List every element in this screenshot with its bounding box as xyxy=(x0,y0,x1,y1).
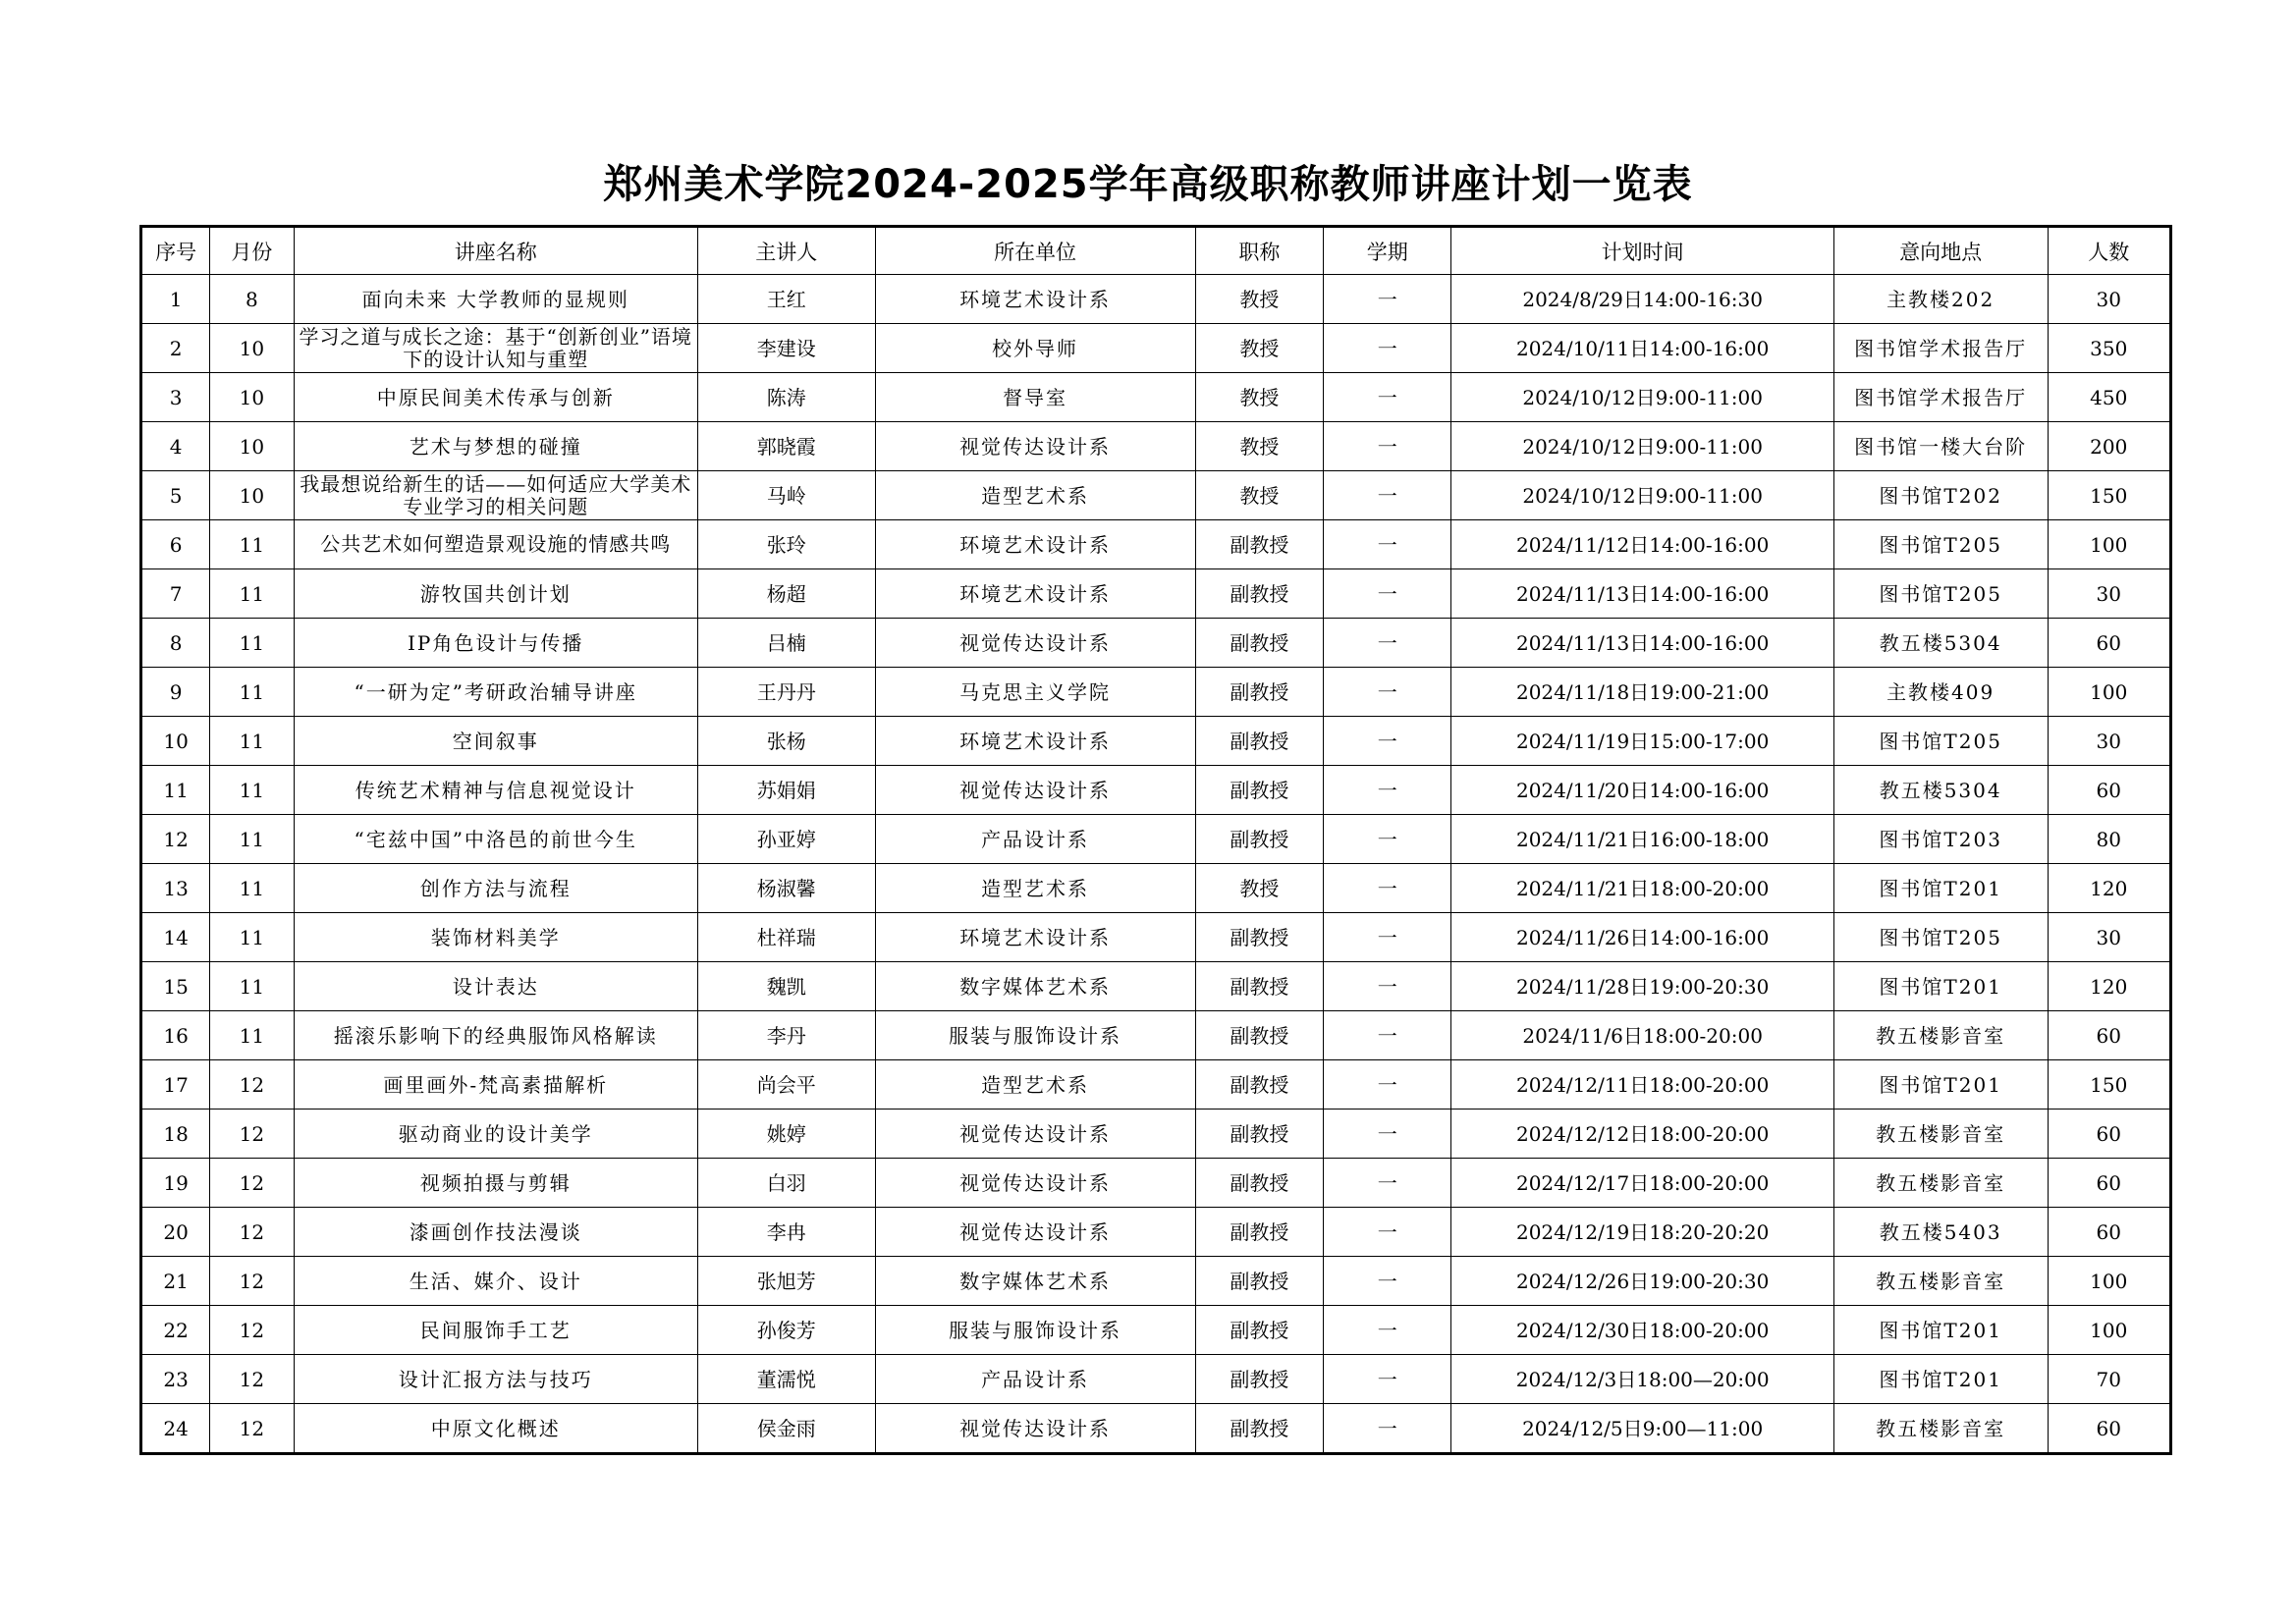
cell-department: 视觉传达设计系 xyxy=(875,1208,1195,1257)
cell-index: 24 xyxy=(141,1404,210,1454)
cell-department: 造型艺术系 xyxy=(875,471,1195,520)
cell-semester: 一 xyxy=(1324,373,1451,422)
cell-venue: 图书馆T201 xyxy=(1833,1060,2048,1110)
cell-rank: 副教授 xyxy=(1195,1404,1323,1454)
table-row xyxy=(141,619,2171,668)
cell-speaker: 苏娟娟 xyxy=(697,766,875,815)
cell-semester: 一 xyxy=(1324,520,1451,569)
cell-semester: 一 xyxy=(1324,569,1451,619)
table-row xyxy=(141,1011,2171,1060)
cell-month: 11 xyxy=(210,815,294,864)
cell-planned-time: 2024/12/5日9:00—11:00 xyxy=(1451,1404,1833,1454)
table-row xyxy=(141,1208,2171,1257)
cell-speaker: 孙亚婷 xyxy=(697,815,875,864)
cell-semester: 一 xyxy=(1324,1159,1451,1208)
cell-attendance: 100 xyxy=(2048,1257,2170,1306)
cell-venue: 图书馆T203 xyxy=(1833,815,2048,864)
cell-planned-time: 2024/10/12日9:00-11:00 xyxy=(1451,373,1833,422)
cell-attendance: 60 xyxy=(2048,1011,2170,1060)
cell-planned-time: 2024/12/12日18:00-20:00 xyxy=(1451,1110,1833,1159)
cell-attendance: 80 xyxy=(2048,815,2170,864)
cell-month: 10 xyxy=(210,373,294,422)
cell-speaker: 白羽 xyxy=(697,1159,875,1208)
table-row xyxy=(141,275,2171,324)
cell-month: 12 xyxy=(210,1208,294,1257)
cell-rank: 副教授 xyxy=(1195,619,1323,668)
cell-planned-time: 2024/12/19日18:20-20:20 xyxy=(1451,1208,1833,1257)
cell-planned-time: 2024/11/18日19:00-21:00 xyxy=(1451,668,1833,717)
cell-attendance: 30 xyxy=(2048,913,2170,962)
cell-department: 视觉传达设计系 xyxy=(875,1404,1195,1454)
cell-lecture-title: “宅兹中国”中洛邑的前世今生 xyxy=(294,815,697,864)
cell-venue: 图书馆T202 xyxy=(1833,471,2048,520)
cell-index: 7 xyxy=(141,569,210,619)
cell-rank: 副教授 xyxy=(1195,766,1323,815)
cell-venue: 教五楼影音室 xyxy=(1833,1110,2048,1159)
cell-planned-time: 2024/11/26日14:00-16:00 xyxy=(1451,913,1833,962)
cell-index: 10 xyxy=(141,717,210,766)
cell-department: 产品设计系 xyxy=(875,815,1195,864)
table-row xyxy=(141,569,2171,619)
table-row xyxy=(141,1257,2171,1306)
cell-planned-time: 2024/11/13日14:00-16:00 xyxy=(1451,569,1833,619)
table-row xyxy=(141,815,2171,864)
cell-rank: 副教授 xyxy=(1195,815,1323,864)
cell-speaker: 马岭 xyxy=(697,471,875,520)
table-row xyxy=(141,324,2171,373)
cell-index: 14 xyxy=(141,913,210,962)
cell-venue: 教五楼影音室 xyxy=(1833,1159,2048,1208)
table-row xyxy=(141,962,2171,1011)
table-row xyxy=(141,1159,2171,1208)
cell-lecture-title: 驱动商业的设计美学 xyxy=(294,1110,697,1159)
cell-venue: 教五楼5304 xyxy=(1833,619,2048,668)
cell-lecture-title: 画里画外-梵高素描解析 xyxy=(294,1060,697,1110)
cell-lecture-title: IP角色设计与传播 xyxy=(294,619,697,668)
cell-index: 20 xyxy=(141,1208,210,1257)
cell-rank: 教授 xyxy=(1195,422,1323,471)
cell-semester: 一 xyxy=(1324,962,1451,1011)
cell-venue: 教五楼5403 xyxy=(1833,1208,2048,1257)
col-header-index: 序号 xyxy=(141,227,210,275)
table-row xyxy=(141,864,2171,913)
cell-attendance: 60 xyxy=(2048,619,2170,668)
cell-rank: 教授 xyxy=(1195,275,1323,324)
cell-index: 16 xyxy=(141,1011,210,1060)
col-header-department: 所在单位 xyxy=(875,227,1195,275)
cell-planned-time: 2024/11/21日18:00-20:00 xyxy=(1451,864,1833,913)
cell-planned-time: 2024/10/12日9:00-11:00 xyxy=(1451,471,1833,520)
cell-rank: 副教授 xyxy=(1195,1060,1323,1110)
cell-month: 11 xyxy=(210,569,294,619)
table-header-row xyxy=(141,227,2171,275)
cell-lecture-title: 漆画创作技法漫谈 xyxy=(294,1208,697,1257)
cell-venue: 教五楼影音室 xyxy=(1833,1404,2048,1454)
cell-speaker: 郭晓霞 xyxy=(697,422,875,471)
cell-attendance: 100 xyxy=(2048,1306,2170,1355)
cell-rank: 副教授 xyxy=(1195,913,1323,962)
cell-attendance: 200 xyxy=(2048,422,2170,471)
cell-department: 数字媒体艺术系 xyxy=(875,1257,1195,1306)
cell-planned-time: 2024/11/12日14:00-16:00 xyxy=(1451,520,1833,569)
cell-lecture-title: “一研为定”考研政治辅导讲座 xyxy=(294,668,697,717)
cell-month: 11 xyxy=(210,717,294,766)
col-header-semester: 学期 xyxy=(1324,227,1451,275)
cell-attendance: 150 xyxy=(2048,471,2170,520)
cell-lecture-title: 空间叙事 xyxy=(294,717,697,766)
page-title: 郑州美术学院2024-2025学年高级职称教师讲座计划一览表 xyxy=(603,162,1693,207)
cell-department: 造型艺术系 xyxy=(875,864,1195,913)
cell-rank: 教授 xyxy=(1195,373,1323,422)
cell-speaker: 王丹丹 xyxy=(697,668,875,717)
cell-speaker: 魏凯 xyxy=(697,962,875,1011)
cell-attendance: 60 xyxy=(2048,1159,2170,1208)
cell-planned-time: 2024/11/28日19:00-20:30 xyxy=(1451,962,1833,1011)
cell-semester: 一 xyxy=(1324,619,1451,668)
cell-attendance: 60 xyxy=(2048,1208,2170,1257)
table-row xyxy=(141,717,2171,766)
table-row xyxy=(141,913,2171,962)
cell-attendance: 30 xyxy=(2048,569,2170,619)
cell-venue: 图书馆T201 xyxy=(1833,1306,2048,1355)
table-row xyxy=(141,373,2171,422)
cell-department: 环境艺术设计系 xyxy=(875,520,1195,569)
cell-venue: 图书馆学术报告厅 xyxy=(1833,373,2048,422)
cell-rank: 副教授 xyxy=(1195,1355,1323,1404)
cell-semester: 一 xyxy=(1324,1208,1451,1257)
cell-rank: 副教授 xyxy=(1195,1306,1323,1355)
cell-rank: 教授 xyxy=(1195,324,1323,373)
cell-department: 视觉传达设计系 xyxy=(875,619,1195,668)
cell-planned-time: 2024/12/11日18:00-20:00 xyxy=(1451,1060,1833,1110)
cell-index: 8 xyxy=(141,619,210,668)
cell-speaker: 张玲 xyxy=(697,520,875,569)
table-row xyxy=(141,520,2171,569)
cell-month: 11 xyxy=(210,913,294,962)
cell-lecture-title: 游牧国共创计划 xyxy=(294,569,697,619)
cell-venue: 图书馆T201 xyxy=(1833,864,2048,913)
cell-speaker: 杨超 xyxy=(697,569,875,619)
cell-rank: 副教授 xyxy=(1195,569,1323,619)
cell-month: 12 xyxy=(210,1404,294,1454)
cell-speaker: 姚婷 xyxy=(697,1110,875,1159)
cell-index: 4 xyxy=(141,422,210,471)
cell-department: 校外导师 xyxy=(875,324,1195,373)
cell-month: 10 xyxy=(210,324,294,373)
cell-semester: 一 xyxy=(1324,275,1451,324)
cell-speaker: 孙俊芳 xyxy=(697,1306,875,1355)
cell-lecture-title: 我最想说给新生的话——如何适应大学美术专业学习的相关问题 xyxy=(294,471,697,520)
cell-venue: 图书馆一楼大台阶 xyxy=(1833,422,2048,471)
cell-lecture-title: 设计表达 xyxy=(294,962,697,1011)
cell-department: 督导室 xyxy=(875,373,1195,422)
cell-department: 视觉传达设计系 xyxy=(875,1159,1195,1208)
table-row xyxy=(141,1060,2171,1110)
cell-venue: 图书馆T201 xyxy=(1833,1355,2048,1404)
cell-lecture-title: 艺术与梦想的碰撞 xyxy=(294,422,697,471)
cell-speaker: 侯金雨 xyxy=(697,1404,875,1454)
cell-index: 15 xyxy=(141,962,210,1011)
cell-month: 12 xyxy=(210,1257,294,1306)
cell-department: 环境艺术设计系 xyxy=(875,275,1195,324)
cell-index: 2 xyxy=(141,324,210,373)
cell-month: 12 xyxy=(210,1060,294,1110)
cell-semester: 一 xyxy=(1324,864,1451,913)
cell-department: 产品设计系 xyxy=(875,1355,1195,1404)
cell-venue: 图书馆T205 xyxy=(1833,520,2048,569)
cell-attendance: 60 xyxy=(2048,1404,2170,1454)
cell-rank: 副教授 xyxy=(1195,1011,1323,1060)
cell-semester: 一 xyxy=(1324,766,1451,815)
cell-index: 22 xyxy=(141,1306,210,1355)
table-row xyxy=(141,1404,2171,1454)
cell-semester: 一 xyxy=(1324,668,1451,717)
cell-planned-time: 2024/10/11日14:00-16:00 xyxy=(1451,324,1833,373)
cell-index: 12 xyxy=(141,815,210,864)
cell-speaker: 李丹 xyxy=(697,1011,875,1060)
table-row xyxy=(141,471,2171,520)
cell-month: 12 xyxy=(210,1355,294,1404)
cell-venue: 主教楼409 xyxy=(1833,668,2048,717)
cell-index: 6 xyxy=(141,520,210,569)
cell-rank: 副教授 xyxy=(1195,1208,1323,1257)
cell-index: 9 xyxy=(141,668,210,717)
col-header-venue: 意向地点 xyxy=(1833,227,2048,275)
cell-attendance: 30 xyxy=(2048,275,2170,324)
cell-attendance: 60 xyxy=(2048,1110,2170,1159)
cell-semester: 一 xyxy=(1324,324,1451,373)
cell-lecture-title: 传统艺术精神与信息视觉设计 xyxy=(294,766,697,815)
cell-planned-time: 2024/11/20日14:00-16:00 xyxy=(1451,766,1833,815)
cell-venue: 教五楼影音室 xyxy=(1833,1257,2048,1306)
cell-department: 造型艺术系 xyxy=(875,1060,1195,1110)
cell-venue: 图书馆T205 xyxy=(1833,569,2048,619)
cell-lecture-title: 学习之道与成长之途：基于“创新创业”语境下的设计认知与重塑 xyxy=(294,324,697,373)
cell-venue: 图书馆T201 xyxy=(1833,962,2048,1011)
cell-speaker: 李冉 xyxy=(697,1208,875,1257)
cell-planned-time: 2024/11/21日16:00-18:00 xyxy=(1451,815,1833,864)
cell-semester: 一 xyxy=(1324,471,1451,520)
cell-venue: 教五楼影音室 xyxy=(1833,1011,2048,1060)
cell-semester: 一 xyxy=(1324,815,1451,864)
cell-semester: 一 xyxy=(1324,717,1451,766)
cell-index: 19 xyxy=(141,1159,210,1208)
cell-rank: 副教授 xyxy=(1195,717,1323,766)
cell-planned-time: 2024/12/26日19:00-20:30 xyxy=(1451,1257,1833,1306)
cell-month: 12 xyxy=(210,1159,294,1208)
table-row xyxy=(141,1306,2171,1355)
cell-index: 23 xyxy=(141,1355,210,1404)
cell-month: 10 xyxy=(210,471,294,520)
cell-semester: 一 xyxy=(1324,913,1451,962)
cell-department: 环境艺术设计系 xyxy=(875,717,1195,766)
cell-rank: 副教授 xyxy=(1195,1110,1323,1159)
cell-semester: 一 xyxy=(1324,1355,1451,1404)
cell-semester: 一 xyxy=(1324,1404,1451,1454)
cell-lecture-title: 设计汇报方法与技巧 xyxy=(294,1355,697,1404)
cell-department: 视觉传达设计系 xyxy=(875,766,1195,815)
cell-department: 数字媒体艺术系 xyxy=(875,962,1195,1011)
cell-attendance: 120 xyxy=(2048,962,2170,1011)
cell-index: 17 xyxy=(141,1060,210,1110)
col-header-speaker: 主讲人 xyxy=(697,227,875,275)
cell-planned-time: 2024/12/17日18:00-20:00 xyxy=(1451,1159,1833,1208)
cell-attendance: 30 xyxy=(2048,717,2170,766)
col-header-lecture-title: 讲座名称 xyxy=(294,227,697,275)
cell-rank: 副教授 xyxy=(1195,520,1323,569)
cell-speaker: 张旭芳 xyxy=(697,1257,875,1306)
table-body xyxy=(141,275,2171,1454)
cell-planned-time: 2024/11/19日15:00-17:00 xyxy=(1451,717,1833,766)
cell-month: 12 xyxy=(210,1306,294,1355)
cell-lecture-title: 中原民间美术传承与创新 xyxy=(294,373,697,422)
cell-department: 环境艺术设计系 xyxy=(875,913,1195,962)
table-row xyxy=(141,1110,2171,1159)
cell-month: 11 xyxy=(210,1011,294,1060)
cell-venue: 图书馆T205 xyxy=(1833,717,2048,766)
col-header-month: 月份 xyxy=(210,227,294,275)
cell-attendance: 70 xyxy=(2048,1355,2170,1404)
table-row xyxy=(141,766,2171,815)
cell-semester: 一 xyxy=(1324,1110,1451,1159)
cell-rank: 教授 xyxy=(1195,471,1323,520)
cell-attendance: 150 xyxy=(2048,1060,2170,1110)
cell-month: 11 xyxy=(210,962,294,1011)
cell-planned-time: 2024/8/29日14:00-16:30 xyxy=(1451,275,1833,324)
cell-index: 18 xyxy=(141,1110,210,1159)
cell-rank: 副教授 xyxy=(1195,1159,1323,1208)
cell-speaker: 陈涛 xyxy=(697,373,875,422)
cell-planned-time: 2024/10/12日9:00-11:00 xyxy=(1451,422,1833,471)
cell-planned-time: 2024/11/13日14:00-16:00 xyxy=(1451,619,1833,668)
cell-month: 8 xyxy=(210,275,294,324)
cell-speaker: 杜祥瑞 xyxy=(697,913,875,962)
cell-department: 服装与服饰设计系 xyxy=(875,1306,1195,1355)
cell-speaker: 董濡悦 xyxy=(697,1355,875,1404)
cell-month: 12 xyxy=(210,1110,294,1159)
cell-attendance: 100 xyxy=(2048,668,2170,717)
cell-semester: 一 xyxy=(1324,422,1451,471)
cell-rank: 副教授 xyxy=(1195,668,1323,717)
cell-index: 11 xyxy=(141,766,210,815)
cell-speaker: 王红 xyxy=(697,275,875,324)
cell-department: 服装与服饰设计系 xyxy=(875,1011,1195,1060)
cell-index: 5 xyxy=(141,471,210,520)
cell-planned-time: 2024/12/3日18:00—20:00 xyxy=(1451,1355,1833,1404)
cell-venue: 主教楼202 xyxy=(1833,275,2048,324)
cell-month: 11 xyxy=(210,668,294,717)
cell-month: 11 xyxy=(210,766,294,815)
cell-index: 1 xyxy=(141,275,210,324)
cell-rank: 教授 xyxy=(1195,864,1323,913)
cell-index: 21 xyxy=(141,1257,210,1306)
cell-speaker: 吕楠 xyxy=(697,619,875,668)
cell-index: 3 xyxy=(141,373,210,422)
cell-speaker: 尚会平 xyxy=(697,1060,875,1110)
cell-venue: 图书馆T205 xyxy=(1833,913,2048,962)
cell-speaker: 李建设 xyxy=(697,324,875,373)
table-row xyxy=(141,668,2171,717)
cell-speaker: 杨淑馨 xyxy=(697,864,875,913)
cell-lecture-title: 装饰材料美学 xyxy=(294,913,697,962)
cell-lecture-title: 视频拍摄与剪辑 xyxy=(294,1159,697,1208)
cell-lecture-title: 中原文化概述 xyxy=(294,1404,697,1454)
cell-venue: 教五楼5304 xyxy=(1833,766,2048,815)
cell-department: 马克思主义学院 xyxy=(875,668,1195,717)
cell-month: 11 xyxy=(210,864,294,913)
cell-planned-time: 2024/12/30日18:00-20:00 xyxy=(1451,1306,1833,1355)
table-row xyxy=(141,1355,2171,1404)
col-header-attendance: 人数 xyxy=(2048,227,2170,275)
cell-lecture-title: 生活、媒介、设计 xyxy=(294,1257,697,1306)
cell-semester: 一 xyxy=(1324,1011,1451,1060)
cell-venue: 图书馆学术报告厅 xyxy=(1833,324,2048,373)
table-row xyxy=(141,422,2171,471)
cell-month: 10 xyxy=(210,422,294,471)
cell-department: 视觉传达设计系 xyxy=(875,1110,1195,1159)
cell-lecture-title: 创作方法与流程 xyxy=(294,864,697,913)
lecture-plan-table xyxy=(139,225,2172,1455)
cell-lecture-title: 面向未来 大学教师的显规则 xyxy=(294,275,697,324)
cell-department: 环境艺术设计系 xyxy=(875,569,1195,619)
cell-rank: 副教授 xyxy=(1195,962,1323,1011)
cell-speaker: 张杨 xyxy=(697,717,875,766)
cell-lecture-title: 摇滚乐影响下的经典服饰风格解读 xyxy=(294,1011,697,1060)
cell-planned-time: 2024/11/6日18:00-20:00 xyxy=(1451,1011,1833,1060)
col-header-planned-time: 计划时间 xyxy=(1451,227,1833,275)
col-header-rank: 职称 xyxy=(1195,227,1323,275)
cell-month: 11 xyxy=(210,619,294,668)
cell-semester: 一 xyxy=(1324,1257,1451,1306)
cell-index: 13 xyxy=(141,864,210,913)
cell-month: 11 xyxy=(210,520,294,569)
cell-lecture-title: 民间服饰手工艺 xyxy=(294,1306,697,1355)
cell-attendance: 60 xyxy=(2048,766,2170,815)
cell-semester: 一 xyxy=(1324,1060,1451,1110)
cell-attendance: 100 xyxy=(2048,520,2170,569)
cell-attendance: 450 xyxy=(2048,373,2170,422)
cell-attendance: 350 xyxy=(2048,324,2170,373)
cell-rank: 副教授 xyxy=(1195,1257,1323,1306)
cell-lecture-title: 公共艺术如何塑造景观设施的情感共鸣 xyxy=(294,520,697,569)
cell-semester: 一 xyxy=(1324,1306,1451,1355)
cell-attendance: 120 xyxy=(2048,864,2170,913)
cell-department: 视觉传达设计系 xyxy=(875,422,1195,471)
